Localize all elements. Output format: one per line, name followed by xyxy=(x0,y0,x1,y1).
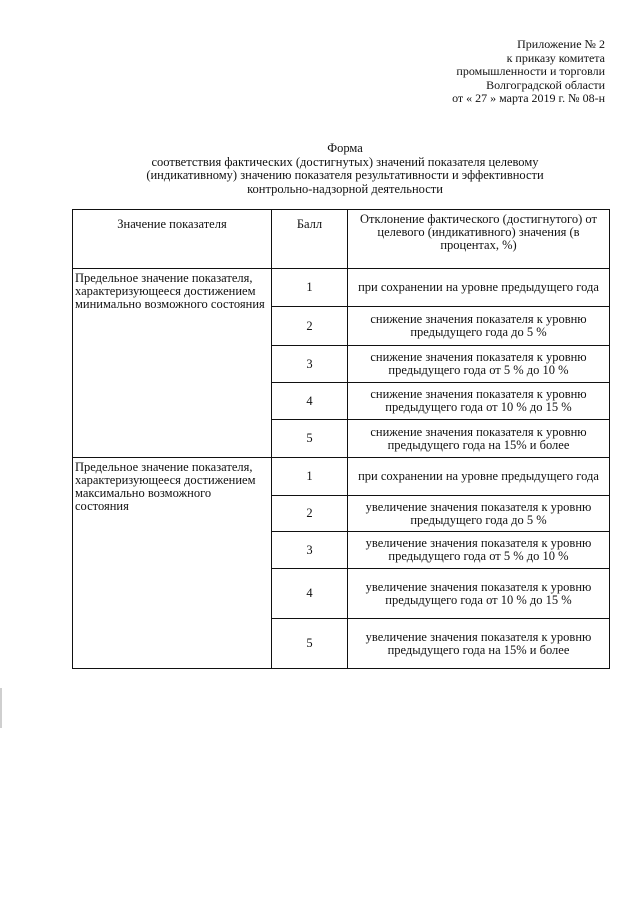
score-value: 5 xyxy=(306,636,313,650)
score-value: 4 xyxy=(306,586,313,600)
deviation-cell xyxy=(348,458,610,496)
deviation-text: увеличение значения показателя к уровню предыдущего года от 5 % до 10 % xyxy=(365,536,592,563)
header-deviation: Отклонение фактического (достигнутого) от целевого (индикативного) значения (в процентах, %) xyxy=(348,210,610,269)
deviation-text: снижение значения показателя к уровню предыдущего года от 5 % до 10 % xyxy=(370,350,587,377)
deviation-cell xyxy=(348,619,610,669)
deviation-text: увеличение значения показателя к уровню предыдущего года до 5 % xyxy=(365,499,592,527)
header-indicator: Значение показателя xyxy=(73,210,272,269)
form-subtitle-line: соответствия фактических (достигнутых) значений показателя целевому xyxy=(151,154,539,169)
deviation-cell xyxy=(348,346,610,383)
appendix-line: Волгоградской области xyxy=(486,77,605,92)
deviation-text: снижение значения показателя к уровню предыдущего года до 5 % xyxy=(370,312,587,339)
score-value: 2 xyxy=(306,318,313,333)
table-row xyxy=(73,458,610,496)
score-cell xyxy=(272,346,348,383)
table-row xyxy=(73,269,610,307)
table-header-row xyxy=(73,210,610,269)
appendix-line: от « 27 » марта 2019 г. № 08-н xyxy=(452,91,605,105)
indicator-table xyxy=(72,209,610,669)
form-title: Форма xyxy=(327,141,363,155)
score-cell xyxy=(272,420,348,458)
form-subtitle-line: контрольно-надзорной деятельности xyxy=(247,181,443,196)
appendix-line: Приложение № 2 xyxy=(517,37,605,51)
score-value: 3 xyxy=(306,356,313,371)
score-cell xyxy=(272,569,348,619)
score-cell xyxy=(272,458,348,496)
score-value: 5 xyxy=(306,431,313,445)
deviation-text: при сохранении на уровне предыдущего года xyxy=(358,280,599,294)
score-value: 4 xyxy=(306,393,313,408)
score-value: 1 xyxy=(306,469,313,483)
deviation-cell xyxy=(348,496,610,532)
deviation-text: снижение значения показателя к уровню предыдущего года от 10 % до 15 % xyxy=(370,387,587,414)
score-cell xyxy=(272,383,348,420)
score-cell xyxy=(272,532,348,569)
deviation-text: увеличение значения показателя к уровню предыдущего года на 15% и более xyxy=(365,629,592,657)
scan-edge-mark xyxy=(0,688,2,728)
group-label-minimal: Предельное значение показателя, характеризующееся достижением минимально возможного состояния xyxy=(73,269,272,458)
score-cell xyxy=(272,496,348,532)
score-cell xyxy=(272,307,348,346)
appendix-line: промышленности и торговли xyxy=(456,64,605,78)
deviation-text: снижение значения показателя к уровню предыдущего года на 15% и более xyxy=(370,424,587,452)
deviation-text: при сохранении на уровне предыдущего года xyxy=(358,469,599,483)
score-value: 3 xyxy=(306,542,313,557)
score-value: 2 xyxy=(306,506,313,520)
form-subtitle-line: (индикативному) значению показателя результативности и эффективности xyxy=(146,168,544,182)
appendix-line: к приказу комитета xyxy=(506,50,605,65)
score-value: 1 xyxy=(306,280,313,294)
deviation-cell xyxy=(348,269,610,307)
score-cell xyxy=(272,269,348,307)
deviation-text: увеличение значения показателя к уровню предыдущего года от 10 % до 15 % xyxy=(365,579,592,607)
score-cell xyxy=(272,619,348,669)
appendix-block xyxy=(345,38,605,106)
group-label-maximal: Предельное значение показателя, характеризующееся достижением максимально возможного состояния xyxy=(73,458,272,669)
deviation-cell xyxy=(348,569,610,619)
header-score: Балл xyxy=(272,210,348,269)
form-heading xyxy=(80,142,610,196)
deviation-cell xyxy=(348,383,610,420)
deviation-cell xyxy=(348,420,610,458)
deviation-cell xyxy=(348,307,610,346)
deviation-cell xyxy=(348,532,610,569)
